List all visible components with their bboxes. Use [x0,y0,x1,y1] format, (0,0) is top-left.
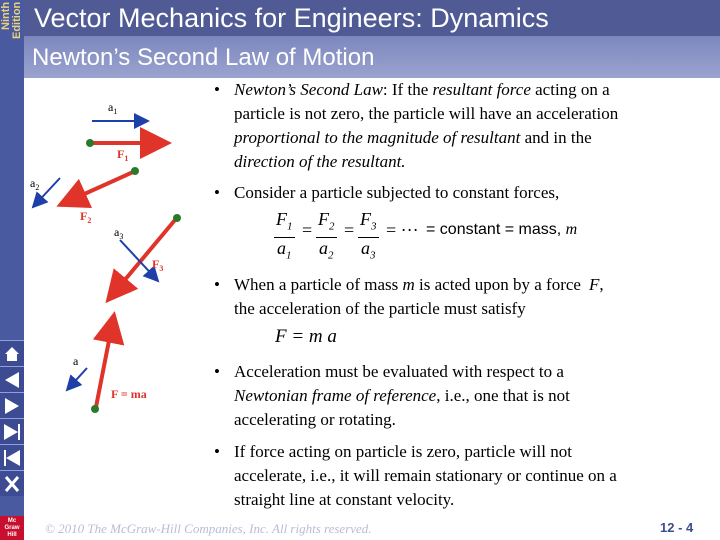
last-page-icon [0,445,24,471]
equation-f-equals-ma: F = m a [275,326,337,347]
force-acceleration-figure [24,78,209,418]
particle-1 [86,139,94,147]
label-a3: $a_3$ [114,225,124,241]
mcgraw-hill-logo: Mc Graw Hill [0,516,24,540]
bullet-force-on-mass: • When a particle of mass m is acted upon by a force F, the acceleration of the particle must satisfy [214,275,604,318]
last-page-button[interactable] [0,444,24,470]
exit-button[interactable] [0,470,24,496]
label-a: a [73,354,79,368]
edition-label: Ninth Edition [0,2,23,40]
page-number: 12 - 4 [660,520,694,535]
force-vector-f2 [60,172,133,205]
frac-f2-a2: $\frac{F_2}{a_2}$ [318,209,335,262]
previous-page-icon [0,393,24,419]
bullet-newtonian-frame: • Acceleration must be evaluated with respect to a Newtonian frame of reference, i.e., one that is not accelerating or rotating. [214,362,570,429]
bullet-zero-force: • If force acting on particle is zero, particle will not accelerate, i.e., it will remain stationary or continue on a straight line at constant velocity. [214,442,617,509]
home-button[interactable] [0,340,24,366]
label-f3: $F_3$ [152,257,164,273]
label-f2: $F_2$ [80,209,92,225]
acceleration-vector-a [67,368,87,390]
label-f1: $F_1$ [117,147,129,163]
copyright-footer: © 2010 The McGraw-Hill Companies, Inc. All rights reserved. [45,521,372,536]
bullet-newton-second-law: • Newton’s Second Law: If the resultant force acting on a particle is not zero, the particle will have an acceleration proportional to the magnitude of resultant and in the direction of the resultant. [214,80,619,171]
label-f-ma: F = ma [111,387,147,401]
slide-subtitle: Newton’s Second Law of Motion [32,44,375,71]
first-page-button[interactable] [0,366,24,392]
particle-2 [131,167,139,175]
next-page-button[interactable] [0,418,24,444]
next-page-icon [0,419,24,445]
label-a2: $a_2$ [30,176,40,192]
bullet-constant-forces: • Consider a particle subjected to constant forces, [214,183,560,202]
frac-f3-a3: $\frac{F_3}{a_3}$ [360,209,377,262]
previous-page-button[interactable] [0,392,24,418]
first-page-icon [0,367,24,393]
frac-f1-a1: $\frac{F_1}{a_1}$ [276,209,293,262]
label-a1: $a_1$ [108,100,118,116]
particle-4 [91,405,99,413]
home-icon [0,341,24,367]
slide-title: Vector Mechanics for Engineers: Dynamics [34,3,549,33]
particle-3 [173,214,181,222]
exit-icon [0,471,24,497]
